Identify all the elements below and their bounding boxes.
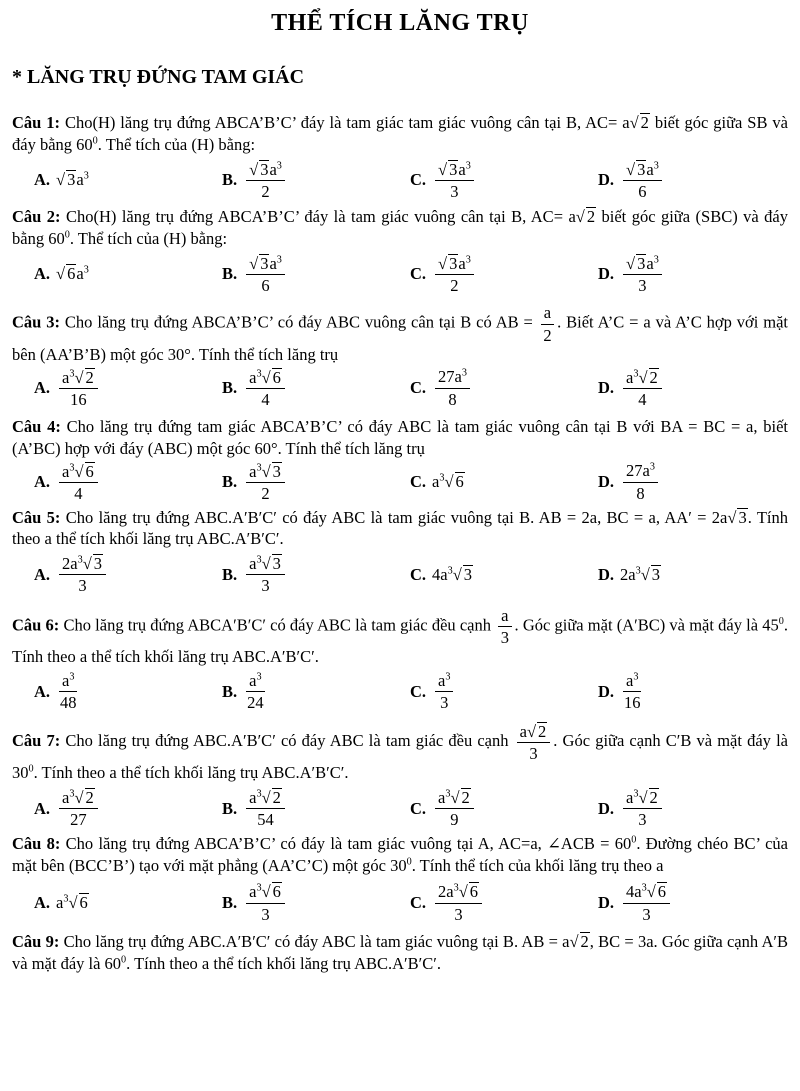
question-block [12,833,788,923]
answer-option [222,672,410,712]
question-block [12,607,788,712]
question-block [12,722,788,829]
question-list [12,112,788,974]
option-value: $4a^3√$ 3 [432,564,473,584]
answer-option [598,672,786,712]
question-label: Câu 2: [12,207,61,227]
answer-option [410,882,598,923]
answer-option [34,788,222,829]
answer-option [598,254,786,295]
answer-option [222,254,410,295]
option-letter: A. [34,170,51,190]
question-label: Câu 9: [12,931,60,951]
answer-option [34,263,222,285]
option-letter: D. [598,892,615,912]
section-heading: * LĂNG TRỤ ĐỨNG TAM GIÁC [12,65,305,88]
option-letter: A. [34,564,51,584]
answer-option [598,882,786,923]
question-text: Câu 6: Cho lăng trụ đứng ABCA′B′C′ có đáy ABC là tam giác đều cạnh $\frac{a}{3}$ . Góc giữa mặt (A′BC) và mặt đáy là $45^0$. Tính theo a thể tích khối lăng trụ ABC.A′B′C′. [12,605,788,667]
question-text: Câu 5: Cho lăng trụ đứng ABC.A′B′C′ có đáy ABC là tam giác vuông tại B. AB = 2a, BC = a, AA′ = 2a√ 3. Tính theo a thể tích khối lăng trụ ABC.A′B′C′. [12,507,789,549]
answer-option [222,160,410,201]
option-value: $2a^3√$ 3 [620,564,661,584]
option-letter: C. [410,682,427,702]
option-letter: D. [598,472,615,492]
answer-option [222,462,410,503]
question-text: Câu 1: Cho(H) lăng trụ đứng ABCA’B’C’ đáy là tam giác tam giác vuông cân tại B, AC= a√ 2 biết góc giữa SB và đáy bằng $60^0$. Thể tích của (H) bằng: [12,113,788,154]
option-letter: A. [34,378,51,398]
option-value: $\frac{a^3√ 6}{4}$ [243,368,288,409]
option-value: $\frac{√ 3a^3}{2}$ [243,160,288,201]
answer-option [222,554,410,595]
answer-option [598,160,786,201]
question-label: Câu 6: [12,615,60,635]
option-value: $\frac{a^3√ 2}{4}$ [620,368,665,409]
question-text: Câu 9: Cho lăng trụ đứng ABC.A′B′C′ có đáy ABC là tam giác vuông tại B. AB = a√ 2, BC = 3a. Góc giữa cạnh A′B và mặt đáy là $60^0$. Tính theo a thể tích khối lăng trụ ABC.A′B′C′. [12,931,788,973]
question-label: Câu 4: [12,417,61,437]
answer-options [12,160,788,201]
option-value: $\frac{27a^3}{8}$ [432,368,473,408]
answer-option [222,368,410,409]
document-page [12,0,788,974]
answer-option [222,882,410,923]
answer-option [222,788,410,829]
option-letter: B. [222,378,238,398]
answer-option [34,169,222,191]
question-label: Câu 1: [12,113,61,133]
question-text: Câu 3: Cho lăng trụ đứng ABCA’B’C’ có đáy ABC vuông cân tại B có AB = $\frac{a}{2}$ . Biết A’C = a và A’C hợp với mặt bên (AA’B’B) một góc 30°. Tính thể tích lăng trụ [12,303,788,364]
option-letter: C. [410,264,427,284]
option-value: √ $6a^3$ [56,264,89,284]
option-letter: B. [222,472,238,492]
option-value: $\frac{√ 3a^3}{3}$ [432,160,477,201]
option-letter: C. [410,798,427,818]
option-value: $\frac{a^3√ 2}{9}$ [432,788,477,829]
answer-option [410,564,598,586]
answer-option [34,672,222,712]
option-value: $\frac{a^3}{24}$ [247,671,264,713]
question-label: Câu 5: [12,507,61,527]
question-text: Câu 7: Cho lăng trụ đứng ABC.A′B′C′ có đáy ABC là tam giác đều cạnh $\frac{a√ 2}{3}$ . Góc giữa cạnh C′B và mặt đáy là $30^0$. Tính theo a thể tích khối lăng trụ ABC.A′B′C′. [12,721,788,783]
option-value: $\frac{a^3√ 3}{3}$ [243,554,288,595]
question-text: Câu 8: Cho lăng trụ đứng ABCA’B’C’ có đáy là tam giác vuông tại A, AC=a, ∠ACB = $60^0$. Đường chéo BC’ của mặt bên (BCC’B’) tạo với mặt phẳng (AA’C’C) một góc $30^0$. Tính thể tích của khối lăng trụ theo a [12,833,788,875]
option-letter: D. [598,170,615,190]
answer-option [34,368,222,409]
option-value: $\frac{a^3√ 2}{27}$ [56,788,101,829]
option-letter: D. [598,564,615,584]
option-value: $\frac{√ 3a^3}{6}$ [620,160,665,201]
option-value: $\frac{2a^3√ 6}{3}$ [432,882,485,923]
option-letter: D. [598,682,615,702]
answer-options [12,672,788,712]
question-block [12,931,788,975]
answer-option [410,160,598,201]
option-letter: B. [222,798,238,818]
question-label: Câu 8: [12,833,61,853]
option-letter: A. [34,264,51,284]
answer-options [12,882,788,923]
option-value: $\frac{a^3}{48}$ [60,671,77,713]
option-value: $\frac{√ 3a^3}{6}$ [243,254,288,295]
option-letter: C. [410,378,427,398]
option-letter: A. [34,892,51,912]
question-text: Câu 4: Cho lăng trụ đứng tam giác ABCA’B’C’ có đáy ABC là tam giác vuông cân tại B với BA = BC = a, biết (A’BC) hợp với đáy (ABC) một góc 60°. Tính thể tích lăng trụ [12,417,788,459]
answer-options [12,554,788,595]
option-value: $\frac{√ 3a^3}{3}$ [620,254,665,295]
question-text: Câu 2: Cho(H) lăng trụ đứng ABCA’B’C’ đáy là tam giác vuông cân tại B, AC= a√ 2 biết góc giữa (SBC) và đáy bằng $60^0$. Thể tích của (H) bằng: [12,207,788,248]
option-value: $\frac{a^3√ 2}{16}$ [56,368,101,409]
answer-option [410,471,598,493]
option-value: $a^3√$ 6 [56,892,88,912]
question-block [12,206,788,294]
option-letter: D. [598,378,615,398]
answer-option [598,788,786,829]
option-letter: C. [410,170,427,190]
option-letter: B. [222,264,238,284]
answer-options [12,462,788,503]
option-value: √ $3a^3$ [56,170,89,190]
option-value: $a^3√$ 6 [432,472,464,492]
question-block [12,112,788,200]
answer-option [410,788,598,829]
option-value: $\frac{a^3√ 6}{4}$ [56,462,101,503]
option-value: $\frac{a^3√ 2}{3}$ [620,788,665,829]
answer-option [34,892,222,914]
option-value: $\frac{27a^3}{8}$ [620,462,661,502]
option-letter: C. [410,472,427,492]
option-value: $\frac{2a^3√ 3}{3}$ [56,554,109,595]
option-letter: C. [410,892,427,912]
answer-option [34,554,222,595]
option-letter: B. [222,682,238,702]
answer-option [598,564,786,586]
option-value: $\frac{a^3√ 6}{3}$ [243,882,288,923]
option-letter: D. [598,264,615,284]
answer-options [12,254,788,295]
option-letter: C. [410,564,427,584]
answer-option [598,462,786,502]
option-letter: B. [222,892,238,912]
option-letter: D. [598,798,615,818]
option-value: $\frac{4a^3√ 6}{3}$ [620,882,673,923]
answer-option [410,672,598,712]
question-label: Câu 3: [12,312,60,332]
option-letter: A. [34,472,51,492]
question-label: Câu 7: [12,730,61,750]
option-letter: B. [222,170,238,190]
option-letter: A. [34,682,51,702]
option-value: $\frac{a^3√ 2}{54}$ [243,788,288,829]
question-block [12,304,788,408]
option-letter: B. [222,564,238,584]
question-block [12,507,788,595]
answer-options [12,788,788,829]
option-value: $\frac{√ 3a^3}{2}$ [432,254,477,295]
answer-options [12,368,788,409]
answer-option [34,462,222,503]
option-value: $\frac{a^3}{16}$ [624,671,641,713]
answer-option [410,368,598,408]
option-value: $\frac{a^3}{3}$ [432,672,456,712]
answer-option [410,254,598,295]
page-title: THỂ TÍCH LĂNG TRỤ [271,10,529,36]
answer-option [598,368,786,409]
question-block [12,416,788,502]
option-letter: A. [34,798,51,818]
option-value: $\frac{a^3√ 3}{2}$ [243,462,288,503]
